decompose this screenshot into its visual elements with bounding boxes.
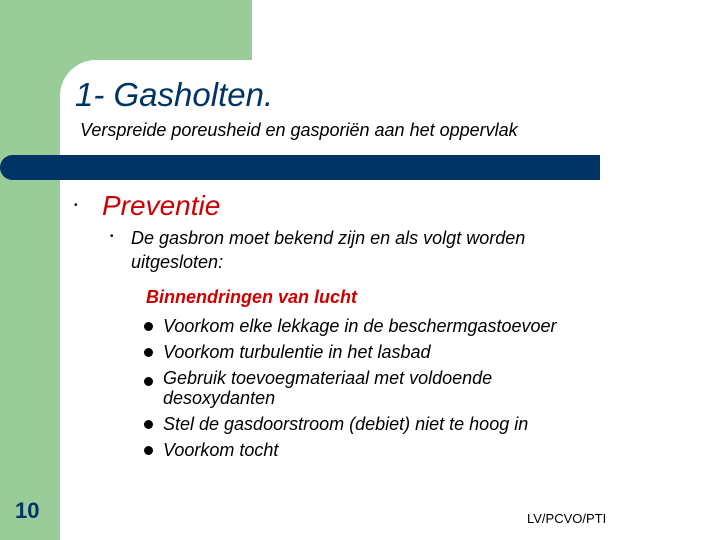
bullet-dot-icon [144, 322, 153, 331]
list-item: Voorkom tocht [144, 437, 624, 463]
slide-subtitle: Verspreide poreusheid en gasporiën aan het oppervlak [80, 120, 518, 140]
list-item: Voorkom elke lekkage in de beschermgastoevoer [144, 313, 624, 339]
level1-bullet-text: Preventie [102, 190, 221, 221]
list-item: Voorkom turbulentie in het lasbad [144, 339, 624, 365]
bullet-dot-icon [144, 446, 153, 455]
list-item: Stel de gasdoorstroom (debiet) niet te hoog in [144, 411, 624, 437]
title-divider-bar [0, 155, 600, 180]
footer-text: LV/PCVO/PTI [527, 511, 607, 526]
level1-bullet-marker: • [74, 200, 78, 211]
slide-title: 1- Gasholten. [75, 76, 274, 113]
level2-bullet-text: De gasbron moet bekend zijn en als volgt worden uitgesloten: [131, 228, 526, 272]
bullet-dot-icon [144, 377, 153, 386]
measures-list [144, 313, 624, 463]
list-item: Gebruik toevoegmateriaal met voldoende desoxydanten [144, 365, 563, 411]
bullet-dot-icon [144, 348, 153, 357]
level2-bullet-marker: • [110, 231, 114, 242]
bullet-dot-icon [144, 420, 153, 429]
page-number: 10 [15, 498, 40, 523]
section-heading: Binnendringen van lucht [146, 287, 358, 307]
